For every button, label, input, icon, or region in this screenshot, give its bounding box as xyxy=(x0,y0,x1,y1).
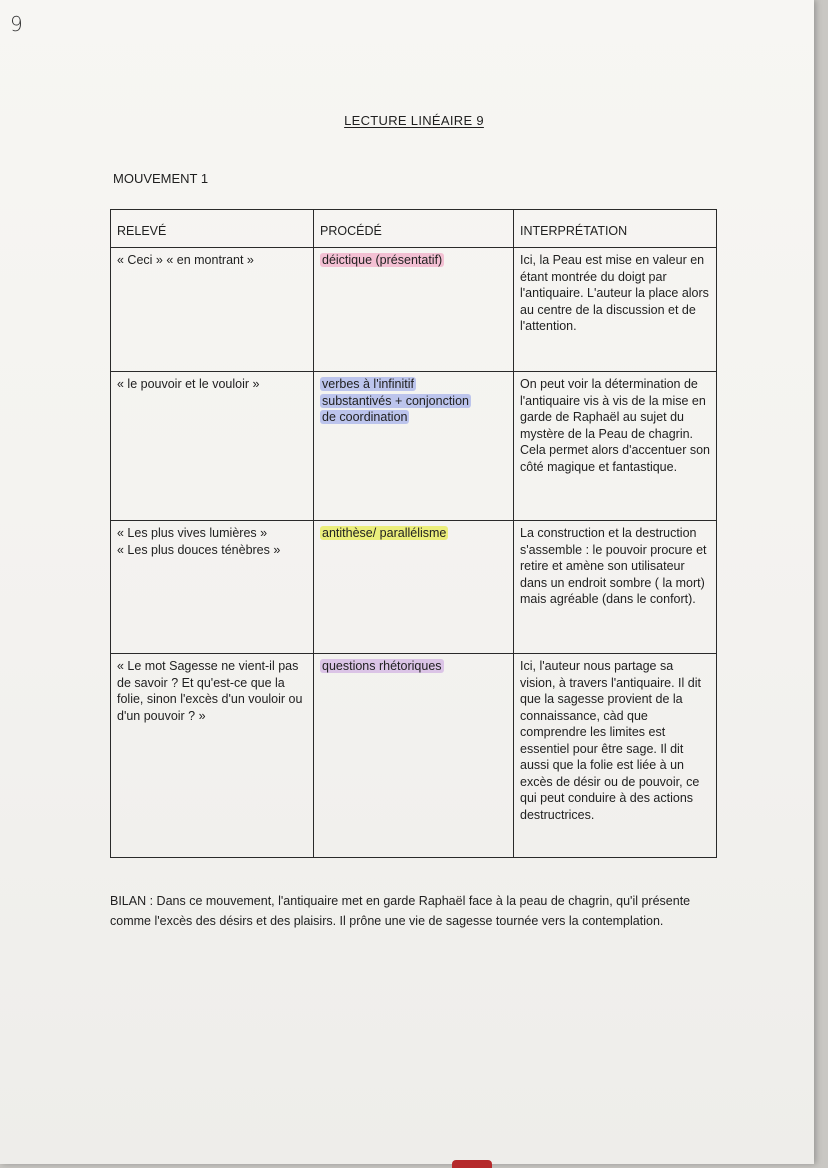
highlighted-procede: déictique (présentatif) xyxy=(322,253,443,267)
releve-line: « Les plus douces ténèbres » xyxy=(117,542,281,557)
highlighted-procede-line: substantivés + conjonction xyxy=(322,393,469,408)
cell-procede xyxy=(314,372,514,521)
highlighted-procede: antithèse/ parallélisme xyxy=(322,526,447,540)
page-edge-tab xyxy=(452,1160,492,1168)
page-title: LECTURE LINÉAIRE 9 xyxy=(344,113,484,128)
cell-releve xyxy=(111,521,314,654)
highlighted-procede-line: de coordination xyxy=(322,410,408,424)
cell-procede xyxy=(314,654,514,858)
cell-interpretation: On peut voir la détermination de l'antiquaire vis à vis de la mise en garde de Raphaël au sujet du mystère de la Peau de chagrin. Cela permet alors d'accentuer son côté magique et fantastique. xyxy=(514,372,717,521)
highlighted-procede: questions rhétoriques xyxy=(322,659,442,673)
table-header-row xyxy=(111,210,717,248)
table-row xyxy=(111,521,717,654)
cell-interpretation: Ici, l'auteur nous partage sa vision, à travers l'antiquaire. Il dit que la sagesse provient de la connaissance, càd que comprendre les limites est essentiel pour être sage. Il dit aussi que la folie est liée à un excès de désir ou de pouvoir, ce qui peut conduire à des actions destructrices. xyxy=(514,654,717,858)
table-row xyxy=(111,248,717,372)
cell-interpretation: La construction et la destruction s'assemble : le pouvoir procure et retire et amène son utilisateur dans un endroit sombre ( la mort) mais agréable (dans le confort). xyxy=(514,521,717,654)
cell-releve: « le pouvoir et le vouloir » xyxy=(111,372,314,521)
header-releve: RELEVÉ xyxy=(111,210,314,248)
highlighted-procede-line: verbes à l'infinitif xyxy=(322,377,415,391)
cell-releve: « Le mot Sagesse ne vient-il pas de savoir ? Et qu'est-ce que la folie, sinon l'excès d'un vouloir ou d'un pouvoir ? » xyxy=(111,654,314,858)
movement-label: MOUVEMENT 1 xyxy=(113,171,209,186)
header-interpretation: INTERPRÉTATION xyxy=(514,210,717,248)
cell-procede xyxy=(314,521,514,654)
page-number: 9 xyxy=(10,12,23,36)
bilan-paragraph: BILAN : Dans ce mouvement, l'antiquaire met en garde Raphaël face à la peau de chagrin, qu'il présente comme l'excès des désirs et des plaisirs. Il prône une vie de sagesse tournée vers la contemplation. xyxy=(110,894,691,928)
cell-interpretation: Ici, la Peau est mise en valeur en étant montrée du doigt par l'antiquaire. L'auteur la place alors au centre de la discussion et de l'attention. xyxy=(514,248,717,372)
cell-procede xyxy=(314,248,514,372)
releve-line: « Les plus vives lumières » xyxy=(117,526,268,540)
table-row xyxy=(111,372,717,521)
table-row xyxy=(111,654,717,858)
analysis-table xyxy=(110,209,717,858)
cell-releve: « Ceci » « en montrant » xyxy=(111,248,314,372)
header-procede: PROCÉDÉ xyxy=(314,210,514,248)
